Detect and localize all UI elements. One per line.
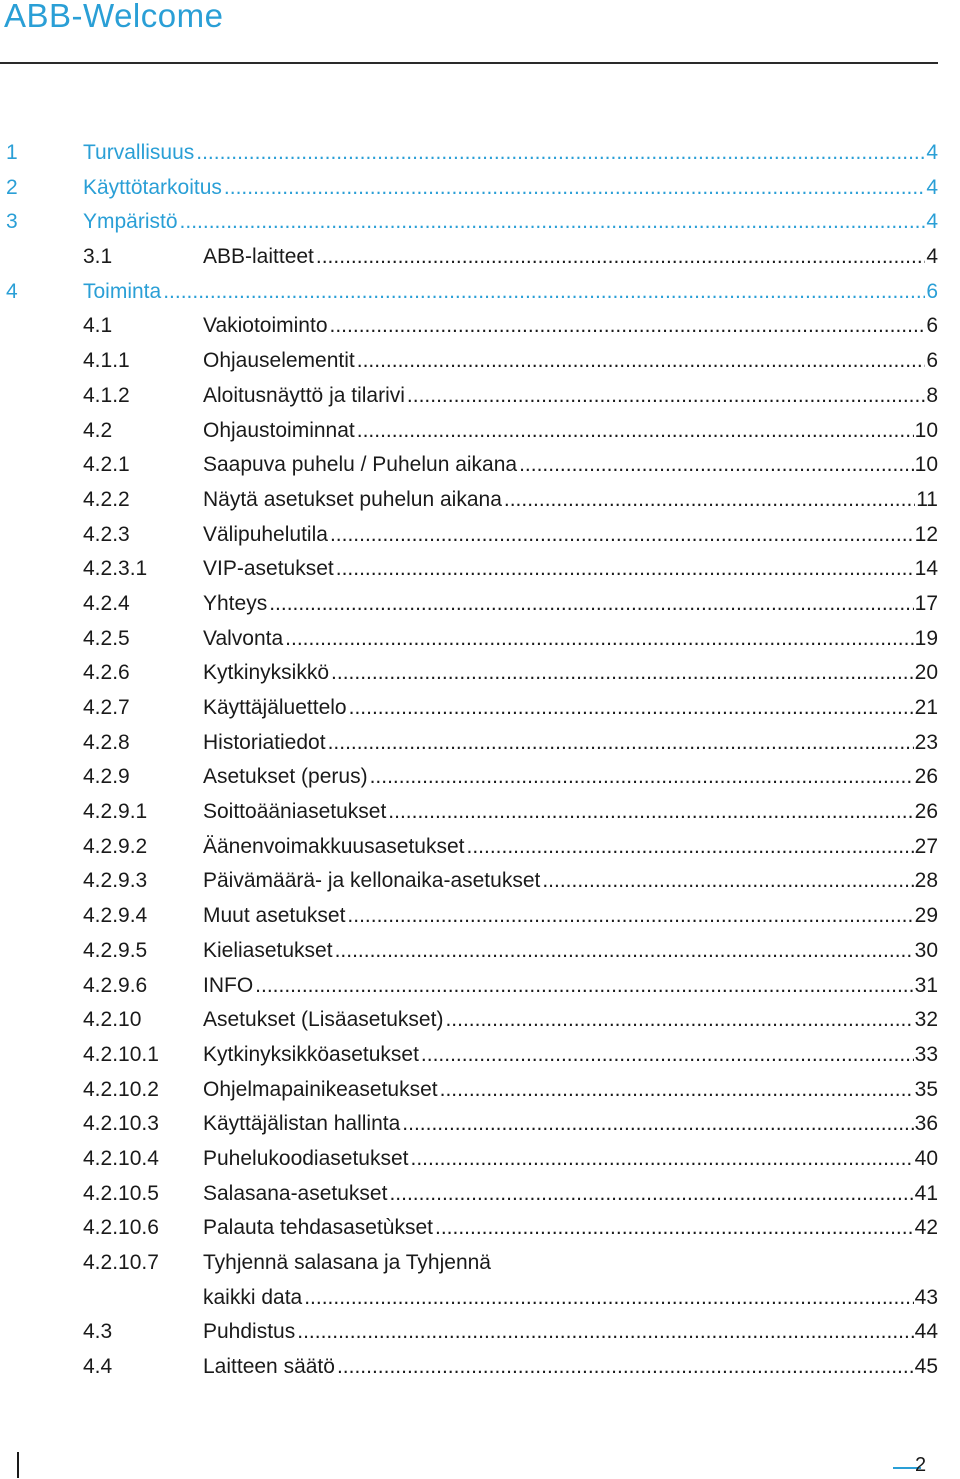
toc-entry-label: Ohjauselementit [203,344,357,379]
toc-entry-page: 14 [914,552,938,587]
toc-entry-label: Välipuhelutila [203,518,330,553]
toc-entry-page: 28 [914,864,938,899]
toc-dot-leader [347,899,913,934]
toc-entry-number: 4.2.9.2 [83,834,148,858]
toc-entry-page: 10 [914,414,938,449]
toc-dot-leader [316,240,925,275]
toc-entry-page: 29 [914,899,938,934]
toc-entry-page: 4 [925,171,938,206]
toc-entry[interactable] [0,344,940,379]
toc-entry-label: Kytkinyksikkö [203,656,331,691]
toc-entry[interactable] [0,205,940,240]
toc-entry-body [203,1350,938,1385]
toc-entry-page: 21 [914,691,938,726]
toc-entry-number: 4.2.9 [83,765,130,789]
toc-entry-number: 4.2 [83,418,113,442]
toc-dot-leader [410,1142,913,1177]
toc-dot-leader [349,691,914,726]
toc-entry-number: 4.2.2 [83,487,130,511]
toc-dot-leader [330,518,914,553]
toc-entry-body [83,205,938,240]
toc-entry-number: 4.2.4 [83,591,130,615]
toc-dot-leader [389,1177,913,1212]
toc-entry-page: 20 [914,656,938,691]
toc-entry-body [203,1281,938,1316]
toc-dot-leader [337,1350,914,1385]
toc-entry-number: 4.2.8 [83,730,130,754]
toc-dot-leader [224,171,925,206]
toc-entry[interactable] [0,552,940,587]
toc-entry-label: Ympäristö [83,205,180,240]
toc-entry-body [203,379,938,414]
toc-entry-body [203,1315,938,1350]
footer-page-number: 2 [915,1454,927,1476]
title-divider [0,62,938,64]
document-title: ABB-Welcome [4,0,224,34]
toc-entry-page: 36 [914,1107,938,1142]
toc-dot-leader [370,760,914,795]
toc-entry-page: 4 [925,240,938,275]
toc-entry-number: 3 [6,210,18,234]
toc-entry-body [203,830,938,865]
toc-entry-label: Yhteys [203,587,269,622]
toc-entry-page: 6 [925,275,938,310]
toc-entry-label: Käyttäjäluettelo [203,691,349,726]
toc-dot-leader [504,483,915,518]
toc-entry-number: 4.2.3.1 [83,557,148,581]
toc-entry-page: 33 [914,1038,938,1073]
toc-dot-leader [180,205,926,240]
toc-dot-leader [435,1211,914,1246]
toc-entry-label: Valvonta [203,622,285,657]
toc-entry-page: 45 [914,1350,938,1385]
toc-entry-label: Muut asetukset [203,899,347,934]
toc-entry-body [203,1177,938,1212]
toc-entry-number: 4.2.10.7 [83,1251,159,1274]
toc-entry-page: 11 [915,483,938,518]
toc-entry-body [203,587,938,622]
toc-entry-number: 4.2.6 [83,661,130,685]
margin-bar [17,1452,19,1478]
toc-entry-label: Turvallisuus [83,136,196,171]
toc-entry-number: 4.2.9.4 [83,904,148,928]
toc-entry-label: Käyttötarkoitus [83,171,224,206]
toc-entry-label: Palauta tehdasasetùkset [203,1211,435,1246]
toc-entry-label: Laitteen säätö [203,1350,337,1385]
toc-entry-page: 44 [914,1315,938,1350]
toc-entry-page: 26 [914,760,938,795]
toc-entry-body [83,275,938,310]
toc-dot-leader [445,1003,913,1038]
toc-entry-body [203,1246,938,1281]
toc-entry-page: 41 [914,1177,938,1212]
toc-entry-page: 31 [914,969,938,1004]
toc-dot-leader [407,379,925,414]
toc-entry-number: 1 [6,141,18,164]
toc-entry-page: 40 [914,1142,938,1177]
toc-dot-leader [402,1107,913,1142]
toc-entry[interactable] [0,1073,940,1108]
toc-entry[interactable] [0,379,940,414]
toc-entry-number: 4.2.10.2 [83,1077,159,1101]
toc-entry-label: Äänenvoimakkuusasetukset [203,830,467,865]
toc-entry[interactable] [0,760,940,795]
toc-entry-label: VIP-asetukset [203,552,336,587]
toc-entry-page: 10 [914,448,938,483]
toc-dot-leader [335,934,914,969]
toc-entry-label: Kytkinyksikköasetukset [203,1038,421,1073]
toc-entry[interactable] [0,414,940,449]
toc-entry[interactable] [0,171,940,206]
toc-entry-page: 35 [914,1073,938,1108]
toc-entry[interactable] [0,240,940,275]
table-of-contents [0,136,940,1385]
toc-entry-number: 4.1.1 [83,349,130,373]
toc-entry-body [203,414,938,449]
toc-dot-leader [255,969,913,1004]
toc-dot-leader [519,448,914,483]
toc-entry[interactable] [0,448,940,483]
toc-entry-body [203,1038,938,1073]
toc-entry-number: 4.2.9.1 [83,800,148,824]
toc-entry-number: 4.2.10.3 [83,1112,159,1136]
toc-dot-leader [467,830,914,865]
toc-entry-number: 4.2.10.6 [83,1216,159,1240]
toc-entry[interactable] [0,1142,940,1177]
toc-entry-number: 2 [6,175,18,199]
toc-dot-leader [357,344,926,379]
toc-entry-label: Soittoääniasetukset [203,795,388,830]
toc-entry-body [203,309,938,344]
toc-entry-number: 4.2.5 [83,626,130,650]
toc-entry-number: 4.2.3 [83,522,130,546]
toc-entry-label: ABB-laitteet [203,240,316,275]
toc-entry-label: Tyhjennä salasana ja Tyhjennä [203,1246,493,1281]
toc-entry-body [203,864,938,899]
toc-entry-label: Historiatiedot [203,726,328,761]
toc-dot-leader [440,1073,914,1108]
toc-entry-label: Päivämäärä- ja kellonaika-asetukset [203,864,542,899]
toc-entry-body [203,795,938,830]
toc-entry-body [203,552,938,587]
toc-entry-body [203,622,938,657]
toc-dot-leader [196,136,925,171]
toc-entry-number: 4.2.9.3 [83,869,148,893]
toc-entry-label: Salasana-asetukset [203,1177,389,1212]
toc-dot-leader [331,656,914,691]
toc-entry-page: 17 [914,587,938,622]
toc-entry-page: 26 [914,795,938,830]
toc-entry-label: Puhdistus [203,1315,297,1350]
toc-entry-body [203,240,938,275]
toc-entry-page: 12 [914,518,938,553]
toc-entry[interactable] [0,1350,940,1385]
toc-dot-leader [388,795,913,830]
toc-entry-body [203,1003,938,1038]
toc-entry-label: Näytä asetukset puhelun aikana [203,483,504,518]
toc-entry-label: Toiminta [83,275,163,310]
toc-entry-body [203,1211,938,1246]
toc-dot-leader [297,1315,913,1350]
toc-dot-leader [357,414,914,449]
toc-entry[interactable] [0,1038,940,1073]
toc-dot-leader [304,1281,913,1316]
toc-entry-number: 3.1 [83,245,113,269]
toc-entry-label: Aloitusnäyttö ja tilarivi [203,379,407,414]
toc-entry[interactable] [0,1003,940,1038]
toc-dot-leader [330,309,926,344]
toc-entry[interactable] [0,622,940,657]
toc-entry-number: 4.2.7 [83,696,130,719]
toc-entry[interactable] [0,969,940,1004]
toc-entry[interactable] [0,1281,940,1316]
toc-entry[interactable] [0,691,940,726]
toc-entry-page: 6 [925,344,938,379]
toc-entry-body [203,344,938,379]
toc-entry-label: Asetukset (perus) [203,760,370,795]
toc-dot-leader [328,726,914,761]
toc-entry-body [203,726,938,761]
toc-entry-page: 6 [925,309,938,344]
toc-entry-body [203,483,938,518]
toc-entry-number: 4.2.10.5 [83,1181,159,1205]
toc-entry[interactable] [0,1177,940,1212]
toc-dot-leader [269,587,913,622]
toc-entry-body [203,518,938,553]
toc-entry-body [203,1142,938,1177]
toc-entry-body [203,1073,938,1108]
toc-entry-page: 23 [914,726,938,761]
toc-entry[interactable] [0,275,940,310]
toc-entry-label: Saapuva puhelu / Puhelun aikana [203,448,519,483]
toc-entry[interactable] [0,864,940,899]
toc-entry-label: Ohjelmapainikeasetukset [203,1073,440,1108]
toc-entry[interactable] [0,483,940,518]
toc-entry-label: Käyttäjälistan hallinta [203,1107,402,1142]
toc-entry-number: 4.4 [83,1355,113,1379]
toc-entry-page: 43 [914,1281,938,1316]
toc-entry-label: Asetukset (Lisäasetukset) [203,1003,445,1038]
toc-entry-number: 4.1.2 [83,383,130,407]
toc-entry-number: 4.2.10.1 [83,1042,159,1066]
toc-entry-label: Kieliasetukset [203,934,335,969]
toc-entry[interactable] [0,518,940,553]
toc-entry-page: 8 [925,379,938,414]
toc-entry-body [203,969,938,1004]
toc-entry[interactable] [0,656,940,691]
toc-entry[interactable] [0,1246,940,1281]
toc-entry[interactable] [0,1211,940,1246]
toc-entry-page: 4 [925,136,938,171]
toc-entry-number: 4.3 [83,1320,113,1344]
toc-entry-page: 42 [914,1211,938,1246]
toc-entry[interactable] [0,309,940,344]
toc-entry-body [83,171,938,206]
toc-entry[interactable] [0,1107,940,1142]
toc-dot-leader [542,864,913,899]
toc-dot-leader [336,552,914,587]
toc-entry[interactable] [0,1315,940,1350]
toc-dot-leader [163,275,925,310]
toc-entry-number: 4.2.10.4 [83,1146,159,1170]
toc-entry[interactable] [0,136,940,171]
toc-entry[interactable] [0,587,940,622]
toc-entry-number: 4 [6,279,18,303]
toc-entry-number: 4.2.1 [83,453,130,477]
toc-entry[interactable] [0,899,940,934]
toc-entry-body [203,448,938,483]
toc-entry-body [203,656,938,691]
toc-entry-body [203,934,938,969]
toc-entry-label: INFO [203,969,255,1004]
toc-entry-label: kaikki data [203,1281,304,1316]
toc-dot-leader [421,1038,914,1073]
toc-entry-page: 4 [925,205,938,240]
toc-dot-leader [285,622,913,657]
toc-entry[interactable] [0,726,940,761]
toc-entry[interactable] [0,795,940,830]
toc-entry-page: 32 [914,1003,938,1038]
toc-entry-body [203,899,938,934]
toc-entry-body [83,136,938,171]
toc-entry-number: 4.2.9.5 [83,938,148,962]
toc-entry-page: 30 [914,934,938,969]
toc-entry-label: Puhelukoodiasetukset [203,1142,410,1177]
toc-entry[interactable] [0,934,940,969]
toc-entry-page: 27 [914,830,938,865]
toc-entry-number: 4.2.9.6 [83,973,148,997]
toc-entry-number: 4.1 [83,314,113,338]
toc-entry-label: Vakiotoiminto [203,309,330,344]
toc-entry-body [203,760,938,795]
toc-entry[interactable] [0,830,940,865]
toc-entry-body [203,1107,938,1142]
toc-entry-number: 4.2.10 [83,1008,142,1032]
toc-entry-body [203,691,938,726]
toc-entry-page: 19 [914,622,938,657]
toc-entry-label: Ohjaustoiminnat [203,414,357,449]
